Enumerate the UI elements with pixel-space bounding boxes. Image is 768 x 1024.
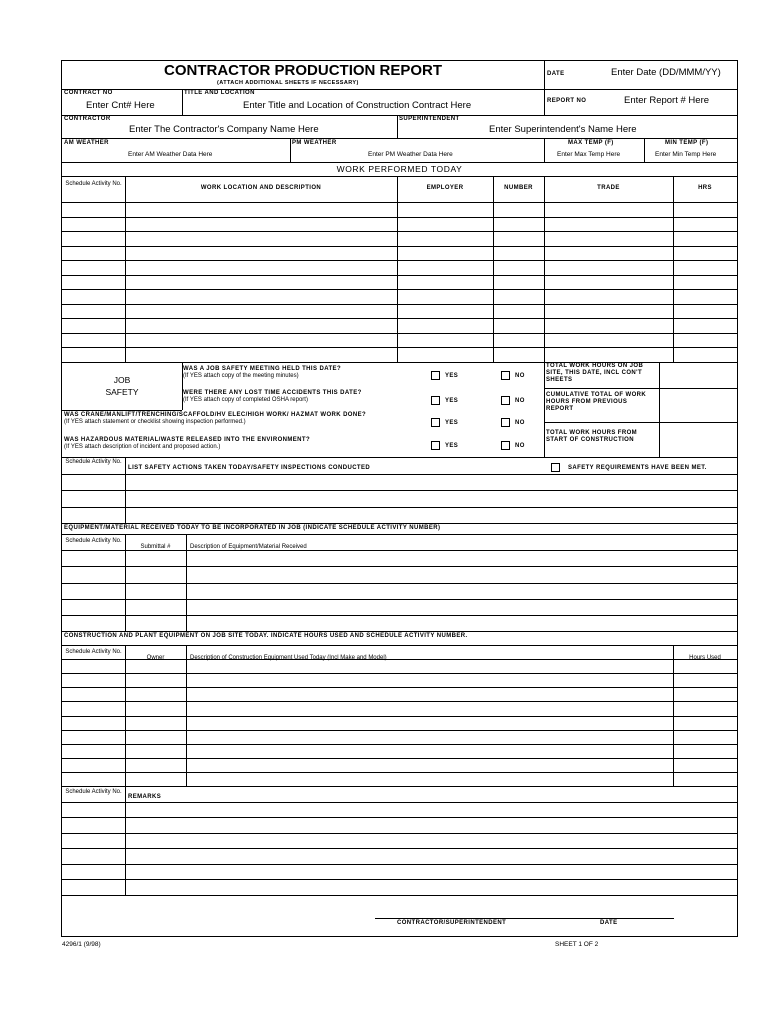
remarks-row-rule bbox=[62, 817, 737, 818]
q1-no-label: NO bbox=[515, 373, 525, 379]
q1-no-checkbox[interactable] bbox=[501, 371, 510, 380]
work-header-rule bbox=[62, 202, 737, 203]
q4-note: (If YES attach description of incident and proposed action.) bbox=[64, 444, 221, 450]
remarks-row-rule bbox=[62, 833, 737, 834]
q1-text: WAS A JOB SAFETY MEETING HELD THIS DATE? bbox=[183, 366, 342, 372]
max-temp-field[interactable]: Enter Max Temp Here bbox=[557, 151, 621, 158]
work-col-schedule: Schedule Activity No. bbox=[65, 181, 122, 187]
q4-text: WAS HAZARDOUS MATERIAL/WASTE RELEASED INTO THE ENVIRONMENT? bbox=[64, 437, 311, 443]
plant-col-owner: Owner bbox=[146, 655, 165, 661]
pm-weather-field[interactable]: Enter PM Weather Data Here bbox=[368, 151, 453, 158]
date-label: DATE bbox=[547, 71, 565, 77]
sheet-number: SHEET 1 OF 2 bbox=[555, 941, 599, 948]
work-row-rule bbox=[62, 318, 737, 319]
work-row-rule bbox=[62, 333, 737, 334]
title-location-field[interactable]: Enter Title and Location of Construction Contract Here bbox=[243, 100, 472, 111]
equipment-col-description: Description of Equipment/Material Received bbox=[190, 544, 307, 550]
q3-note: (If YES attach statement or checklist showing inspection performed.) bbox=[64, 419, 246, 425]
contractor-signature-field[interactable] bbox=[375, 903, 575, 917]
q4-yes-checkbox[interactable] bbox=[431, 441, 440, 450]
work-row-rule bbox=[62, 347, 737, 348]
safety-row-rule bbox=[62, 474, 737, 475]
q3-no-checkbox[interactable] bbox=[501, 418, 510, 427]
date-field[interactable]: Enter Date (DD/MMM/YY) bbox=[611, 67, 721, 78]
safety-row-rule bbox=[62, 490, 737, 491]
equipment-row-rule bbox=[62, 599, 737, 600]
equipment-row-rule bbox=[62, 566, 737, 567]
signature-date-field[interactable] bbox=[582, 903, 674, 917]
plant-section-title: CONSTRUCTION AND PLANT EQUIPMENT ON JOB SITE TODAY. INDICATE HOURS USED AND SCHEDULE ACTIVITY NUMBER. bbox=[64, 633, 468, 639]
remarks-col-schedule: Schedule Activity No. bbox=[65, 789, 122, 795]
q4-no-checkbox[interactable] bbox=[501, 441, 510, 450]
plant-row-rule bbox=[62, 659, 737, 660]
equipment-col-submittal: Submittal # bbox=[140, 544, 171, 550]
safety-requirements-checkbox[interactable] bbox=[551, 463, 560, 472]
equipment-section-title: EQUIPMENT/MATERIAL RECEIVED TODAY TO BE INCORPORATED IN JOB (INDICATE SCHEDULE ACTIVITY NUMBER) bbox=[64, 525, 441, 531]
q1-yes-checkbox[interactable] bbox=[431, 371, 440, 380]
work-row-rule bbox=[62, 246, 737, 247]
work-row-rule bbox=[62, 289, 737, 290]
superintendent-label: SUPERINTENDENT bbox=[399, 116, 460, 122]
form-subtitle: (ATTACH ADDITIONAL SHEETS IF NECESSARY) bbox=[217, 80, 359, 86]
work-col-number: NUMBER bbox=[504, 185, 533, 191]
work-col-location: WORK LOCATION AND DESCRIPTION bbox=[200, 185, 322, 191]
q2-yes-label: YES bbox=[445, 398, 459, 404]
remarks-label: REMARKS bbox=[128, 794, 162, 800]
work-col-employer: EMPLOYER bbox=[426, 185, 464, 191]
work-row-rule bbox=[62, 260, 737, 261]
safety-actions-label: LIST SAFETY ACTIONS TAKEN TODAY/SAFETY INSPECTIONS CONDUCTED bbox=[128, 465, 371, 471]
contractor-label: CONTRACTOR bbox=[64, 116, 111, 122]
q2-no-checkbox[interactable] bbox=[501, 396, 510, 405]
work-section-title: WORK PERFORMED TODAY bbox=[336, 164, 463, 174]
plant-row-rule bbox=[62, 673, 737, 674]
plant-col-schedule: Schedule Activity No. bbox=[65, 649, 122, 655]
total-hours-today-field[interactable] bbox=[660, 363, 736, 387]
safety-row-rule bbox=[62, 507, 737, 508]
max-temp-label: MAX TEMP (F) bbox=[568, 140, 614, 146]
remarks-row-rule bbox=[62, 864, 737, 865]
equipment-col-schedule: Schedule Activity No. bbox=[65, 538, 122, 544]
am-weather-label: AM WEATHER bbox=[64, 140, 109, 146]
q3-text: WAS CRANE/MANLIFT/TRENCHING/SCAFFOLD/HV ELEC/HIGH WORK/ HAZMAT WORK DONE? bbox=[64, 412, 367, 418]
q2-yes-checkbox[interactable] bbox=[431, 396, 440, 405]
plant-row-rule bbox=[62, 701, 737, 702]
report-no-field[interactable]: Enter Report # Here bbox=[624, 95, 710, 106]
equipment-row-rule bbox=[62, 583, 737, 584]
plant-row-rule bbox=[62, 772, 737, 773]
q3-yes-label: YES bbox=[445, 420, 459, 426]
title-location-label: TITLE AND LOCATION bbox=[184, 90, 255, 96]
contract-no-field[interactable]: Enter Cnt# Here bbox=[86, 100, 155, 111]
plant-row-rule bbox=[62, 744, 737, 745]
report-no-label: REPORT NO bbox=[547, 98, 587, 104]
contractor-field[interactable]: Enter The Contractor's Company Name Here bbox=[129, 124, 319, 135]
remarks-row-rule bbox=[62, 802, 737, 803]
min-temp-field[interactable]: Enter Min Temp Here bbox=[655, 151, 717, 158]
plant-row-rule bbox=[62, 730, 737, 731]
cumulative-hours-label: CUMULATIVE TOTAL OF WORK HOURS FROM PREVIOUS REPORT bbox=[546, 392, 647, 412]
plant-row-rule bbox=[62, 716, 737, 717]
q3-no-label: NO bbox=[515, 420, 525, 426]
form-number: 4296/1 (9/98) bbox=[62, 941, 101, 948]
signature-contractor-label: CONTRACTOR/SUPERINTENDENT bbox=[397, 920, 507, 926]
total-hours-start-field[interactable] bbox=[660, 423, 736, 456]
am-weather-field[interactable]: Enter AM Weather Data Here bbox=[128, 151, 213, 158]
remarks-row-rule bbox=[62, 879, 737, 880]
q4-yes-label: YES bbox=[445, 443, 459, 449]
plant-col-description: Description of Construction Equipment Used Today (Incl Make and Model) bbox=[190, 655, 387, 661]
plant-row-rule bbox=[62, 687, 737, 688]
q2-text: WERE THERE ANY LOST TIME ACCIDENTS THIS DATE? bbox=[183, 390, 362, 396]
work-row-rule bbox=[62, 275, 737, 276]
q2-note: (If YES attach copy of completed OSHA report) bbox=[183, 397, 308, 403]
min-temp-label: MIN TEMP (F) bbox=[665, 140, 709, 146]
equipment-row-rule bbox=[62, 550, 737, 551]
total-hours-start-label: TOTAL WORK HOURS FROM START OF CONSTRUCTION bbox=[546, 430, 638, 443]
superintendent-field[interactable]: Enter Superintendent's Name Here bbox=[489, 124, 637, 135]
equipment-row-rule bbox=[62, 615, 737, 616]
work-row-rule bbox=[62, 231, 737, 232]
work-col-trade: TRADE bbox=[597, 185, 620, 191]
contract-no-label: CONTRACT NO bbox=[64, 90, 113, 96]
work-col-hrs: HRS bbox=[698, 185, 712, 191]
total-hours-today-label: TOTAL WORK HOURS ON JOB SITE, THIS DATE, INCL CON'T SHEETS bbox=[546, 363, 644, 383]
production-report-form bbox=[61, 60, 738, 937]
plant-col-hours: Hours Used bbox=[689, 655, 721, 661]
signature-date-label: DATE bbox=[600, 920, 618, 926]
q3-yes-checkbox[interactable] bbox=[431, 418, 440, 427]
q1-note: (If YES attach copy of the meeting minutes) bbox=[183, 373, 299, 379]
q2-no-label: NO bbox=[515, 398, 525, 404]
remarks-row-rule bbox=[62, 848, 737, 849]
plant-row-rule bbox=[62, 758, 737, 759]
form-title: CONTRACTOR PRODUCTION REPORT bbox=[164, 62, 443, 79]
safety-col-schedule: Schedule Activity No. bbox=[65, 459, 122, 465]
q4-no-label: NO bbox=[515, 443, 525, 449]
work-row-rule bbox=[62, 217, 737, 218]
job-safety-title: JOB SAFETY bbox=[105, 375, 139, 397]
cumulative-hours-field[interactable] bbox=[660, 389, 736, 421]
safety-requirements-label: SAFETY REQUIREMENTS HAVE BEEN MET. bbox=[568, 465, 707, 471]
pm-weather-label: PM WEATHER bbox=[292, 140, 337, 146]
work-row-rule bbox=[62, 304, 737, 305]
q1-yes-label: YES bbox=[445, 373, 459, 379]
